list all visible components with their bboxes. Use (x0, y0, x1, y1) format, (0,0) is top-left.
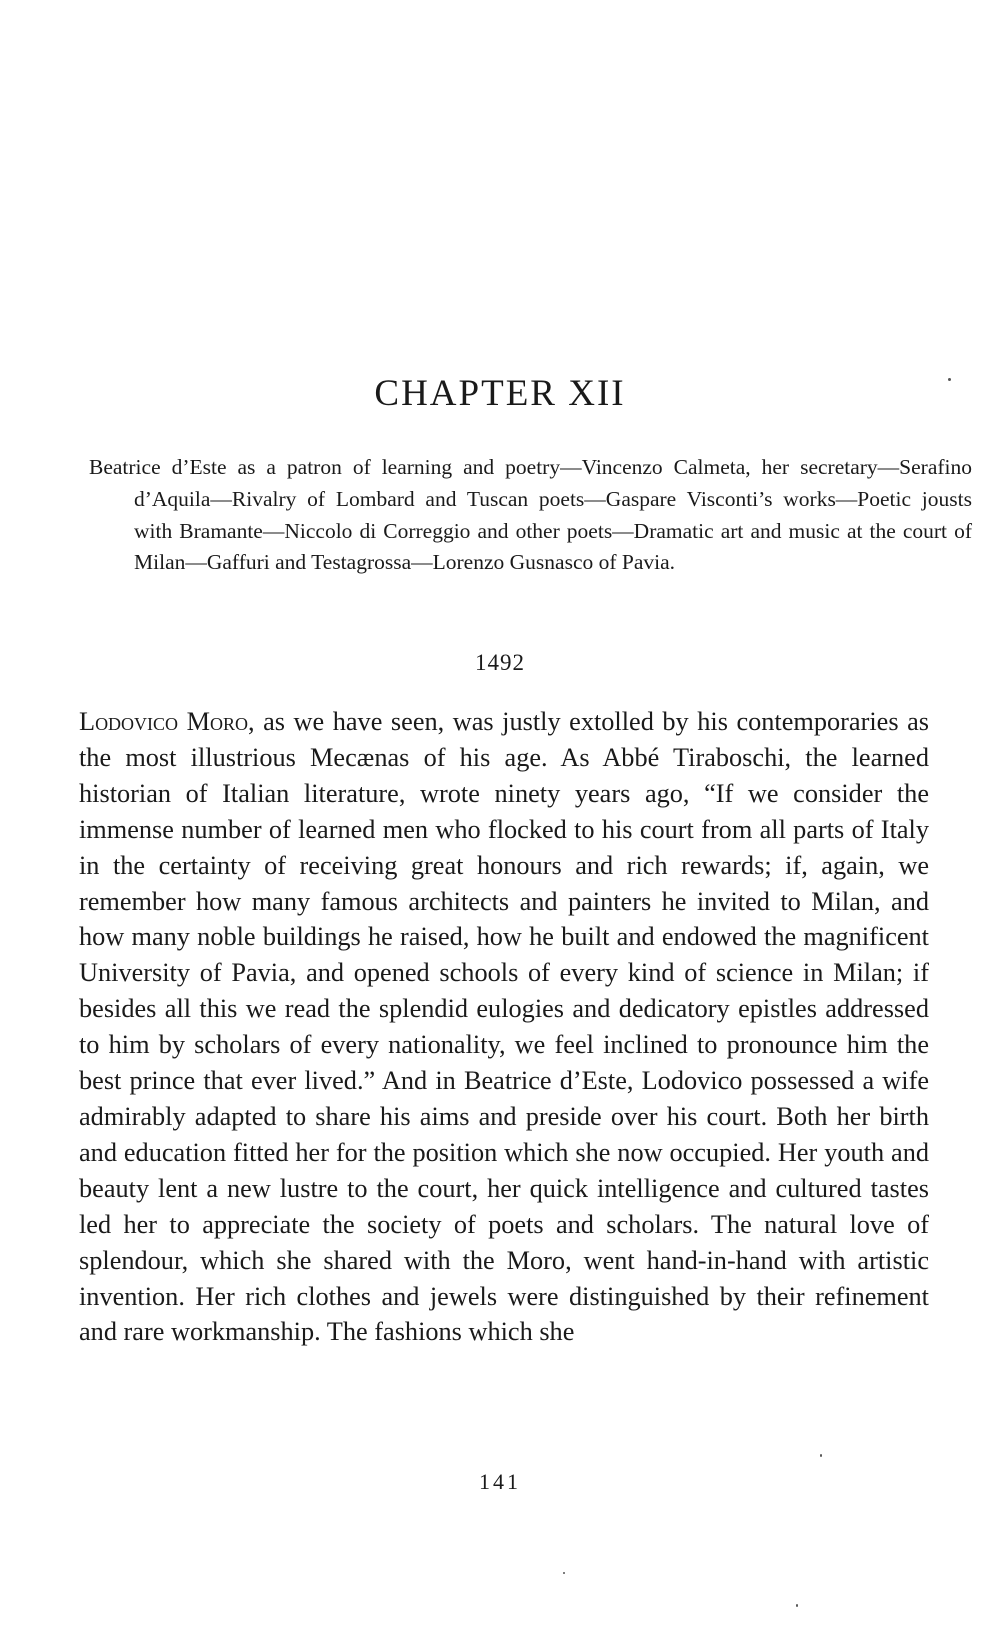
chapter-title: CHAPTER XII (374, 373, 626, 414)
scan-speck (820, 1454, 822, 1457)
chapter-year: 1492 (475, 650, 525, 675)
page-number: 141 (479, 1469, 521, 1494)
chapter-summary: Beatrice d’Este as a patron of learning and poetry—Vincenzo Calmeta, her secretary—Serafino d’Aquila—Rivalry of Lombard and Tuscan poets—Gaspare Visconti’s works—Poetic jousts with Bramante—Niccolo di Correggio and other poets—Dramatic art and music at the court of Milan—Gaffuri and Testagrossa—Lorenzo Gusnasco of Pavia. (89, 455, 972, 575)
paragraph-text: as we have seen, was justly extolled by his contemporaries as the most illustrious Mecænas of his age. As Abbé Tiraboschi, the learned historian of Italian literature, wrote ninety years ago, “If we consider the immense number of learned men who flocked to his court from all parts of Italy in the certainty of receiving great honours and rich rewards; if, again, we remember how many famous architects and painters he invited to Milan, and how many noble buildings he raised, how he built and endowed the magnificent University of Pavia, and opened schools of every kind of science in Milan; if besides all this we read the splendid eulogies and dedicatory epistles addressed to him by scholars of every nationality, we feel inclined to pronounce him the best prince that ever lived.” And in Beatrice d’Este, Lodovico possessed a wife admirably adapted to share his aims and preside over his court. Both her birth and education fitted her for the position which she now occupied. Her youth and beauty lent a new lustre to the court, her quick intelligence and cultured tastes led her to appreciate the society of poets and scholars. The natural love of splendour, which she shared with the Moro, went hand-in-hand with artistic invention. Her rich clothes and jewels were distinguished by their refinement and rare workmanship. The fashions which she (79, 707, 929, 1347)
body-paragraph (79, 704, 929, 1350)
opening-words: Lodovico Moro, (79, 707, 255, 736)
scan-speck (563, 1572, 565, 1574)
scan-speck (796, 1604, 798, 1607)
scan-speck (948, 378, 951, 381)
